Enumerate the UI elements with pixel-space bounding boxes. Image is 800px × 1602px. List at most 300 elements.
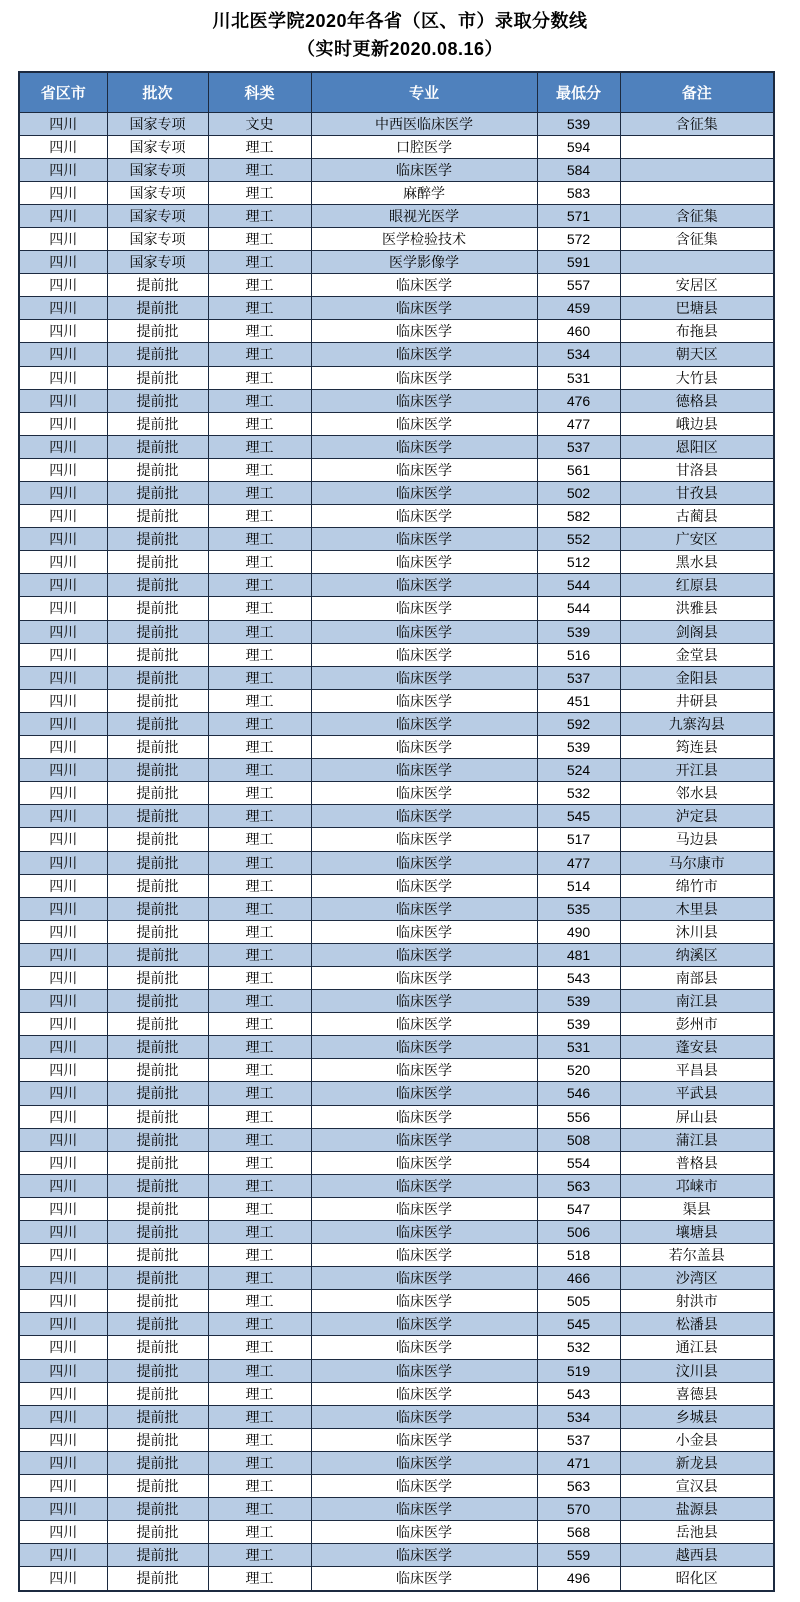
- cell-category: 理工: [208, 551, 311, 574]
- table-row: [19, 1451, 774, 1474]
- cell-batch: 提前批: [107, 897, 208, 920]
- cell-category: 理工: [208, 1221, 311, 1244]
- table-row: [19, 1521, 774, 1544]
- cell-major: 临床医学: [311, 482, 537, 505]
- cell-batch: 提前批: [107, 412, 208, 435]
- column-header-major: 专业: [311, 72, 537, 112]
- cell-remark: 沙湾区: [620, 1267, 774, 1290]
- cell-major: 临床医学: [311, 1313, 537, 1336]
- cell-remark: 绵竹市: [620, 874, 774, 897]
- cell-batch: 国家专项: [107, 204, 208, 227]
- cell-province: 四川: [19, 874, 107, 897]
- cell-remark: 泸定县: [620, 805, 774, 828]
- cell-remark: 彭州市: [620, 1013, 774, 1036]
- cell-category: 理工: [208, 990, 311, 1013]
- cell-min_score: 517: [537, 828, 620, 851]
- cell-major: 临床医学: [311, 990, 537, 1013]
- cell-category: 理工: [208, 574, 311, 597]
- cell-min_score: 584: [537, 158, 620, 181]
- table-row: [19, 158, 774, 181]
- cell-remark: 含征集: [620, 227, 774, 250]
- cell-min_score: 524: [537, 759, 620, 782]
- cell-province: 四川: [19, 1567, 107, 1591]
- cell-min_score: 537: [537, 1428, 620, 1451]
- cell-major: 临床医学: [311, 574, 537, 597]
- cell-batch: 提前批: [107, 366, 208, 389]
- cell-category: 理工: [208, 389, 311, 412]
- table-row: [19, 1036, 774, 1059]
- cell-remark: 邛崃市: [620, 1174, 774, 1197]
- cell-remark: 南部县: [620, 966, 774, 989]
- cell-province: 四川: [19, 505, 107, 528]
- cell-remark: [620, 251, 774, 274]
- title-line1: 川北医学院2020年各省（区、市）录取分数线: [212, 11, 588, 31]
- cell-province: 四川: [19, 227, 107, 250]
- cell-category: 理工: [208, 1544, 311, 1567]
- cell-batch: 提前批: [107, 1036, 208, 1059]
- cell-batch: 提前批: [107, 1128, 208, 1151]
- cell-batch: 国家专项: [107, 135, 208, 158]
- cell-major: 临床医学: [311, 1244, 537, 1267]
- cell-batch: 提前批: [107, 1244, 208, 1267]
- cell-province: 四川: [19, 736, 107, 759]
- cell-major: 临床医学: [311, 1197, 537, 1220]
- cell-min_score: 547: [537, 1197, 620, 1220]
- table-row: [19, 620, 774, 643]
- cell-batch: 提前批: [107, 574, 208, 597]
- cell-province: 四川: [19, 112, 107, 135]
- cell-batch: 提前批: [107, 759, 208, 782]
- cell-major: 临床医学: [311, 1036, 537, 1059]
- cell-category: 理工: [208, 805, 311, 828]
- cell-category: 理工: [208, 1151, 311, 1174]
- table-row: [19, 782, 774, 805]
- cell-remark: 喜德县: [620, 1382, 774, 1405]
- table-row: [19, 1290, 774, 1313]
- cell-remark: 峨边县: [620, 412, 774, 435]
- cell-major: 临床医学: [311, 1059, 537, 1082]
- cell-province: 四川: [19, 1221, 107, 1244]
- cell-batch: 提前批: [107, 1428, 208, 1451]
- cell-major: 临床医学: [311, 1105, 537, 1128]
- cell-min_score: 539: [537, 736, 620, 759]
- cell-min_score: 539: [537, 990, 620, 1013]
- cell-category: 理工: [208, 689, 311, 712]
- cell-major: 临床医学: [311, 643, 537, 666]
- cell-province: 四川: [19, 943, 107, 966]
- cell-batch: 提前批: [107, 1105, 208, 1128]
- table-row: [19, 1151, 774, 1174]
- cell-province: 四川: [19, 1336, 107, 1359]
- cell-category: 理工: [208, 1244, 311, 1267]
- table-row: [19, 1359, 774, 1382]
- table-row: [19, 1405, 774, 1428]
- cell-category: 理工: [208, 181, 311, 204]
- cell-province: 四川: [19, 1267, 107, 1290]
- table-row: [19, 1498, 774, 1521]
- cell-category: 理工: [208, 343, 311, 366]
- table-row: [19, 412, 774, 435]
- cell-category: 理工: [208, 1382, 311, 1405]
- cell-remark: 甘孜县: [620, 482, 774, 505]
- cell-min_score: 539: [537, 620, 620, 643]
- cell-min_score: 466: [537, 1267, 620, 1290]
- cell-major: 临床医学: [311, 1451, 537, 1474]
- cell-remark: 洪雅县: [620, 597, 774, 620]
- cell-major: 临床医学: [311, 158, 537, 181]
- cell-major: 临床医学: [311, 805, 537, 828]
- cell-province: 四川: [19, 1313, 107, 1336]
- cell-province: 四川: [19, 274, 107, 297]
- cell-province: 四川: [19, 181, 107, 204]
- table-row: [19, 920, 774, 943]
- cell-province: 四川: [19, 320, 107, 343]
- cell-remark: 壤塘县: [620, 1221, 774, 1244]
- cell-batch: 提前批: [107, 1498, 208, 1521]
- cell-category: 理工: [208, 366, 311, 389]
- cell-province: 四川: [19, 528, 107, 551]
- cell-batch: 提前批: [107, 597, 208, 620]
- cell-category: 理工: [208, 251, 311, 274]
- cell-major: 临床医学: [311, 366, 537, 389]
- cell-category: 理工: [208, 851, 311, 874]
- cell-batch: 提前批: [107, 1544, 208, 1567]
- cell-min_score: 516: [537, 643, 620, 666]
- cell-province: 四川: [19, 966, 107, 989]
- cell-remark: 井研县: [620, 689, 774, 712]
- cell-category: 理工: [208, 966, 311, 989]
- cell-batch: 提前批: [107, 828, 208, 851]
- cell-major: 眼视光医学: [311, 204, 537, 227]
- cell-remark: 含征集: [620, 112, 774, 135]
- table-row: [19, 1244, 774, 1267]
- table-row: [19, 1567, 774, 1591]
- cell-min_score: 505: [537, 1290, 620, 1313]
- cell-min_score: 520: [537, 1059, 620, 1082]
- cell-remark: 平武县: [620, 1082, 774, 1105]
- cell-batch: 提前批: [107, 1267, 208, 1290]
- cell-province: 四川: [19, 1544, 107, 1567]
- header-row: [19, 72, 774, 112]
- cell-major: 临床医学: [311, 1405, 537, 1428]
- cell-min_score: 451: [537, 689, 620, 712]
- cell-category: 理工: [208, 1082, 311, 1105]
- cell-min_score: 559: [537, 1544, 620, 1567]
- cell-batch: 提前批: [107, 1521, 208, 1544]
- table-row: [19, 227, 774, 250]
- cell-min_score: 477: [537, 412, 620, 435]
- cell-province: 四川: [19, 435, 107, 458]
- table-row: [19, 897, 774, 920]
- cell-province: 四川: [19, 1451, 107, 1474]
- table-row: [19, 204, 774, 227]
- cell-remark: 金阳县: [620, 666, 774, 689]
- cell-major: 临床医学: [311, 1336, 537, 1359]
- cell-major: 临床医学: [311, 897, 537, 920]
- cell-category: 理工: [208, 528, 311, 551]
- cell-remark: [620, 158, 774, 181]
- cell-category: 理工: [208, 1197, 311, 1220]
- table-row: [19, 943, 774, 966]
- admission-scores-table: [18, 71, 775, 1592]
- cell-remark: 红原县: [620, 574, 774, 597]
- cell-province: 四川: [19, 1197, 107, 1220]
- cell-remark: 筠连县: [620, 736, 774, 759]
- cell-category: 理工: [208, 874, 311, 897]
- cell-province: 四川: [19, 366, 107, 389]
- cell-remark: [620, 135, 774, 158]
- cell-category: 理工: [208, 1105, 311, 1128]
- cell-province: 四川: [19, 343, 107, 366]
- cell-batch: 提前批: [107, 666, 208, 689]
- cell-batch: 提前批: [107, 320, 208, 343]
- table-row: [19, 135, 774, 158]
- cell-category: 理工: [208, 1521, 311, 1544]
- cell-batch: 提前批: [107, 1359, 208, 1382]
- table-row: [19, 1013, 774, 1036]
- cell-min_score: 544: [537, 597, 620, 620]
- table-row: [19, 1544, 774, 1567]
- cell-min_score: 460: [537, 320, 620, 343]
- table-row: [19, 1128, 774, 1151]
- cell-major: 临床医学: [311, 1267, 537, 1290]
- table-row: [19, 574, 774, 597]
- cell-min_score: 583: [537, 181, 620, 204]
- cell-min_score: 518: [537, 1244, 620, 1267]
- cell-remark: 蓬安县: [620, 1036, 774, 1059]
- table-row: [19, 597, 774, 620]
- cell-category: 理工: [208, 1498, 311, 1521]
- cell-remark: 岳池县: [620, 1521, 774, 1544]
- cell-min_score: 554: [537, 1151, 620, 1174]
- cell-province: 四川: [19, 1105, 107, 1128]
- cell-min_score: 531: [537, 366, 620, 389]
- cell-category: 理工: [208, 204, 311, 227]
- table-row: [19, 1105, 774, 1128]
- table-row: [19, 1313, 774, 1336]
- cell-major: 临床医学: [311, 458, 537, 481]
- cell-major: 临床医学: [311, 389, 537, 412]
- table-row: [19, 1082, 774, 1105]
- cell-major: 临床医学: [311, 505, 537, 528]
- cell-batch: 提前批: [107, 1405, 208, 1428]
- cell-category: 理工: [208, 1036, 311, 1059]
- cell-category: 理工: [208, 1567, 311, 1591]
- cell-province: 四川: [19, 1128, 107, 1151]
- cell-batch: 提前批: [107, 805, 208, 828]
- cell-min_score: 532: [537, 782, 620, 805]
- cell-remark: 马边县: [620, 828, 774, 851]
- cell-min_score: 563: [537, 1475, 620, 1498]
- cell-province: 四川: [19, 1428, 107, 1451]
- cell-batch: 提前批: [107, 1567, 208, 1591]
- cell-category: 理工: [208, 666, 311, 689]
- cell-major: 临床医学: [311, 274, 537, 297]
- cell-major: 临床医学: [311, 966, 537, 989]
- cell-category: 理工: [208, 736, 311, 759]
- cell-province: 四川: [19, 897, 107, 920]
- cell-remark: 邻水县: [620, 782, 774, 805]
- cell-category: 理工: [208, 782, 311, 805]
- cell-major: 麻醉学: [311, 181, 537, 204]
- cell-province: 四川: [19, 759, 107, 782]
- cell-major: 临床医学: [311, 551, 537, 574]
- cell-batch: 提前批: [107, 920, 208, 943]
- cell-major: 临床医学: [311, 782, 537, 805]
- cell-min_score: 563: [537, 1174, 620, 1197]
- cell-major: 临床医学: [311, 736, 537, 759]
- cell-major: 临床医学: [311, 1498, 537, 1521]
- cell-remark: 巴塘县: [620, 297, 774, 320]
- cell-category: 理工: [208, 458, 311, 481]
- cell-major: 临床医学: [311, 343, 537, 366]
- cell-major: 临床医学: [311, 528, 537, 551]
- cell-batch: 国家专项: [107, 181, 208, 204]
- table-row: [19, 1059, 774, 1082]
- cell-province: 四川: [19, 1405, 107, 1428]
- cell-major: 临床医学: [311, 1013, 537, 1036]
- table-row: [19, 966, 774, 989]
- cell-min_score: 545: [537, 805, 620, 828]
- cell-major: 临床医学: [311, 666, 537, 689]
- cell-min_score: 570: [537, 1498, 620, 1521]
- table-row: [19, 551, 774, 574]
- cell-major: 临床医学: [311, 297, 537, 320]
- cell-category: 理工: [208, 1336, 311, 1359]
- cell-major: 临床医学: [311, 1382, 537, 1405]
- cell-min_score: 519: [537, 1359, 620, 1382]
- cell-province: 四川: [19, 1151, 107, 1174]
- cell-category: 理工: [208, 920, 311, 943]
- cell-remark: 射洪市: [620, 1290, 774, 1313]
- cell-major: 临床医学: [311, 1082, 537, 1105]
- cell-batch: 提前批: [107, 643, 208, 666]
- cell-province: 四川: [19, 1174, 107, 1197]
- cell-major: 临床医学: [311, 1544, 537, 1567]
- table-row: [19, 851, 774, 874]
- title-line2: （实时更新2020.08.16）: [296, 39, 504, 59]
- cell-remark: 剑阁县: [620, 620, 774, 643]
- cell-min_score: 539: [537, 1013, 620, 1036]
- cell-province: 四川: [19, 1244, 107, 1267]
- cell-min_score: 476: [537, 389, 620, 412]
- cell-batch: 提前批: [107, 1451, 208, 1474]
- cell-major: 临床医学: [311, 874, 537, 897]
- cell-major: 临床医学: [311, 1428, 537, 1451]
- cell-major: 临床医学: [311, 1221, 537, 1244]
- cell-min_score: 561: [537, 458, 620, 481]
- table-row: [19, 482, 774, 505]
- cell-remark: 越西县: [620, 1544, 774, 1567]
- cell-min_score: 546: [537, 1082, 620, 1105]
- cell-province: 四川: [19, 620, 107, 643]
- cell-batch: 提前批: [107, 458, 208, 481]
- cell-min_score: 481: [537, 943, 620, 966]
- cell-remark: 九寨沟县: [620, 712, 774, 735]
- cell-province: 四川: [19, 920, 107, 943]
- cell-batch: 提前批: [107, 943, 208, 966]
- cell-min_score: 471: [537, 1451, 620, 1474]
- cell-min_score: 552: [537, 528, 620, 551]
- cell-batch: 提前批: [107, 990, 208, 1013]
- cell-remark: 普格县: [620, 1151, 774, 1174]
- table-row: [19, 274, 774, 297]
- cell-min_score: 582: [537, 505, 620, 528]
- cell-category: 理工: [208, 643, 311, 666]
- table-row: [19, 1428, 774, 1451]
- table-row: [19, 528, 774, 551]
- cell-min_score: 543: [537, 966, 620, 989]
- cell-batch: 国家专项: [107, 158, 208, 181]
- cell-major: 临床医学: [311, 1151, 537, 1174]
- cell-major: 临床医学: [311, 1475, 537, 1498]
- cell-min_score: 594: [537, 135, 620, 158]
- cell-category: 理工: [208, 1290, 311, 1313]
- cell-batch: 提前批: [107, 1336, 208, 1359]
- cell-major: 临床医学: [311, 759, 537, 782]
- cell-province: 四川: [19, 805, 107, 828]
- cell-min_score: 531: [537, 1036, 620, 1059]
- cell-batch: 提前批: [107, 1313, 208, 1336]
- cell-batch: 提前批: [107, 1059, 208, 1082]
- cell-category: 理工: [208, 712, 311, 735]
- table-row: [19, 759, 774, 782]
- cell-category: 理工: [208, 1451, 311, 1474]
- cell-min_score: 502: [537, 482, 620, 505]
- cell-min_score: 556: [537, 1105, 620, 1128]
- cell-batch: 提前批: [107, 435, 208, 458]
- cell-major: 临床医学: [311, 712, 537, 735]
- cell-category: 理工: [208, 1475, 311, 1498]
- cell-major: 临床医学: [311, 1521, 537, 1544]
- cell-province: 四川: [19, 1521, 107, 1544]
- cell-category: 理工: [208, 620, 311, 643]
- cell-province: 四川: [19, 666, 107, 689]
- table-row: [19, 458, 774, 481]
- cell-major: 临床医学: [311, 1128, 537, 1151]
- cell-remark: 朝天区: [620, 343, 774, 366]
- cell-province: 四川: [19, 851, 107, 874]
- cell-min_score: 512: [537, 551, 620, 574]
- cell-remark: 布拖县: [620, 320, 774, 343]
- cell-province: 四川: [19, 689, 107, 712]
- cell-batch: 提前批: [107, 1382, 208, 1405]
- cell-category: 理工: [208, 1128, 311, 1151]
- cell-category: 理工: [208, 1428, 311, 1451]
- cell-major: 临床医学: [311, 1290, 537, 1313]
- cell-min_score: 539: [537, 112, 620, 135]
- cell-batch: 提前批: [107, 851, 208, 874]
- cell-min_score: 477: [537, 851, 620, 874]
- cell-province: 四川: [19, 597, 107, 620]
- cell-province: 四川: [19, 412, 107, 435]
- cell-min_score: 534: [537, 1405, 620, 1428]
- cell-remark: 宣汉县: [620, 1475, 774, 1498]
- cell-min_score: 506: [537, 1221, 620, 1244]
- cell-province: 四川: [19, 551, 107, 574]
- cell-batch: 提前批: [107, 505, 208, 528]
- cell-remark: 甘洛县: [620, 458, 774, 481]
- cell-category: 理工: [208, 759, 311, 782]
- table-row: [19, 297, 774, 320]
- table-row: [19, 736, 774, 759]
- cell-province: 四川: [19, 1082, 107, 1105]
- cell-batch: 提前批: [107, 782, 208, 805]
- table-row: [19, 343, 774, 366]
- table-row: [19, 251, 774, 274]
- cell-major: 临床医学: [311, 597, 537, 620]
- column-header-province: 省区市: [19, 72, 107, 112]
